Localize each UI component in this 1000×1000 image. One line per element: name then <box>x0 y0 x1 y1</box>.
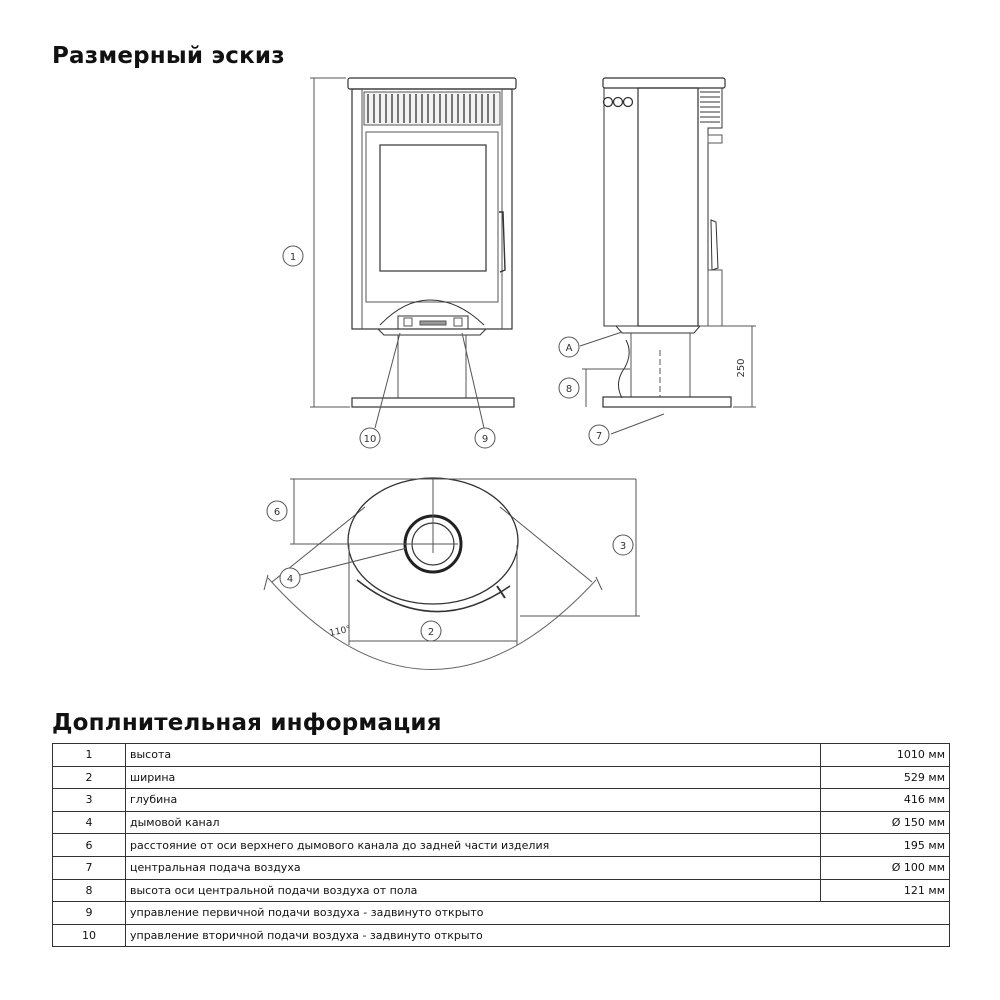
callout-7: 7 <box>595 431 603 442</box>
top-view <box>264 478 640 670</box>
row-value: 416 мм <box>821 789 950 812</box>
row-number: 4 <box>53 811 126 834</box>
table-row <box>53 856 950 879</box>
row-value: Ø 150 мм <box>821 811 950 834</box>
table-row <box>53 879 950 902</box>
row-number: 8 <box>53 879 126 902</box>
row-number: 6 <box>53 834 126 857</box>
callout-6: 6 <box>273 507 281 518</box>
row-description: расстояние от оси верхнего дымового канала до задней части изделия <box>126 834 821 857</box>
row-number: 9 <box>53 902 126 925</box>
info-table <box>52 743 950 947</box>
row-number: 3 <box>53 789 126 812</box>
row-description: дымовой канал <box>126 811 821 834</box>
side-view <box>580 78 756 434</box>
row-value: 529 мм <box>821 766 950 789</box>
row-description: высота <box>126 744 821 767</box>
row-description: центральная подача воздуха <box>126 856 821 879</box>
callout-8: 8 <box>565 384 573 395</box>
row-number: 2 <box>53 766 126 789</box>
row-description: управление вторичной подачи воздуха - задвинуто открыто <box>126 924 950 947</box>
callout-9: 9 <box>481 434 489 445</box>
callout-1: 1 <box>289 252 297 263</box>
sketch-title: Размерный эскиз <box>52 43 285 69</box>
dimension-250-label: 250 <box>736 358 747 378</box>
row-value: Ø 100 мм <box>821 856 950 879</box>
row-description: управление первичной подачи воздуха - задвинуто открыто <box>126 902 950 925</box>
callout-10: 10 <box>363 434 377 445</box>
table-row <box>53 924 950 947</box>
row-number: 7 <box>53 856 126 879</box>
row-value: 195 мм <box>821 834 950 857</box>
info-title: Доплнительная информация <box>52 710 442 736</box>
table-row <box>53 766 950 789</box>
table-row <box>53 789 950 812</box>
callout-3: 3 <box>619 541 627 552</box>
row-description: высота оси центральной подачи воздуха от пола <box>126 879 821 902</box>
table-row <box>53 834 950 857</box>
row-value: 1010 мм <box>821 744 950 767</box>
table-row <box>53 811 950 834</box>
row-description: глубина <box>126 789 821 812</box>
row-description: ширина <box>126 766 821 789</box>
table-row <box>53 902 950 925</box>
row-number: 1 <box>53 744 126 767</box>
row-number: 10 <box>53 924 126 947</box>
callout-A: A <box>565 343 573 354</box>
front-view <box>310 78 516 428</box>
angle-110-label: 110° <box>328 624 352 639</box>
row-value: 121 мм <box>821 879 950 902</box>
callout-2: 2 <box>427 627 435 638</box>
table-row <box>53 744 950 767</box>
callout-4: 4 <box>286 574 294 585</box>
